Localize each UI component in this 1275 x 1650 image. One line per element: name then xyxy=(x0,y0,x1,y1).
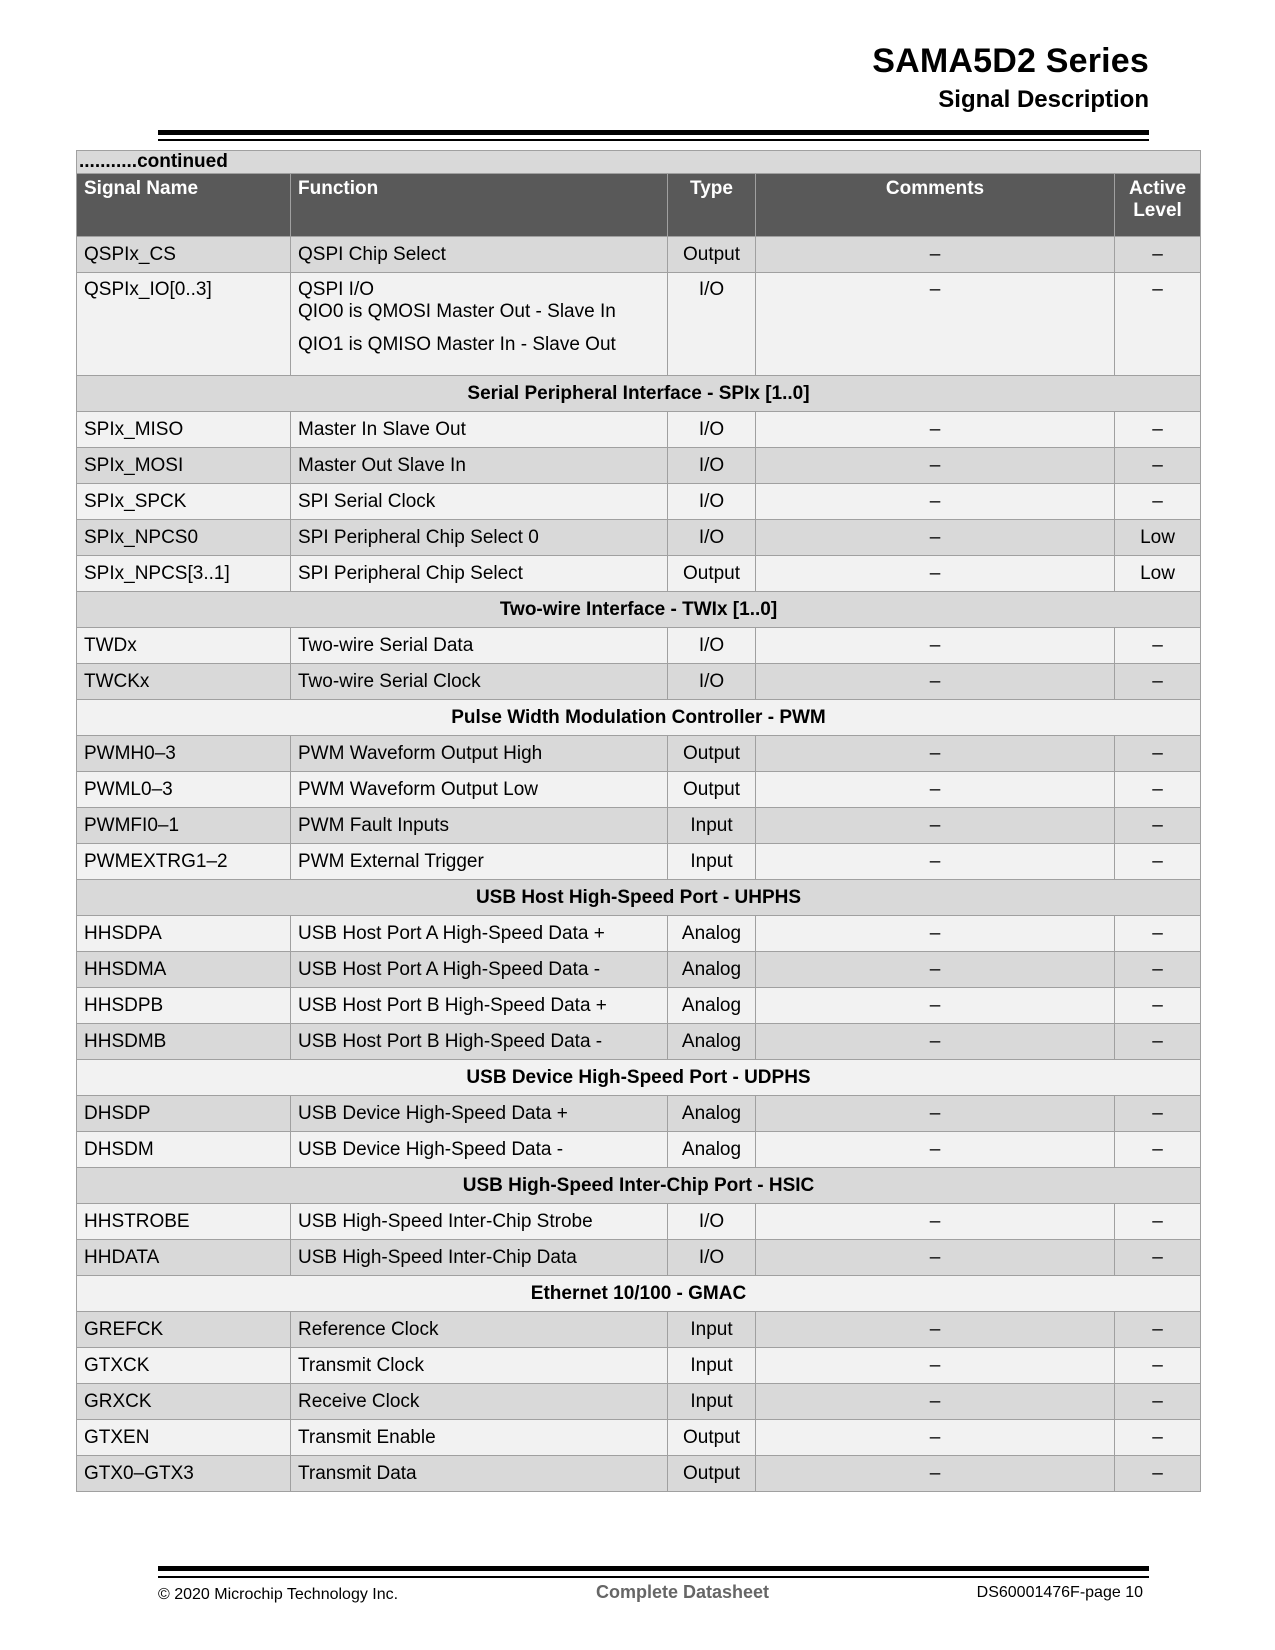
function-cell xyxy=(291,1456,668,1492)
type-cell: Analog xyxy=(668,952,756,988)
function-text: PWM Waveform Output Low xyxy=(298,779,539,800)
comments-cell: – xyxy=(756,1024,1115,1060)
signal-name-cell: PWMH0–3 xyxy=(77,736,291,772)
active-level-cell: – xyxy=(1115,736,1201,772)
type-cell: I/O xyxy=(668,1204,756,1240)
comments-cell: – xyxy=(756,772,1115,808)
header-rule-thin xyxy=(158,139,1149,141)
col-header-type: Type xyxy=(668,174,756,237)
function-text: USB Device High-Speed Data + xyxy=(298,1103,568,1124)
type-cell: I/O xyxy=(668,664,756,700)
comments-cell: – xyxy=(756,1420,1115,1456)
type-cell: Analog xyxy=(668,988,756,1024)
type-cell: Analog xyxy=(668,1096,756,1132)
table-row xyxy=(77,1420,1201,1456)
comments-cell: – xyxy=(756,1384,1115,1420)
function-text: Transmit Data xyxy=(298,1463,417,1484)
signal-description-table xyxy=(76,150,1201,1492)
footer-rule-thick xyxy=(158,1566,1149,1571)
type-cell: Output xyxy=(668,772,756,808)
signal-name-cell: GTXCK xyxy=(77,1348,291,1384)
section-title: Ethernet 10/100 - GMAC xyxy=(77,1276,1201,1312)
active-level-cell: Low xyxy=(1115,556,1201,592)
function-text: PWM Waveform Output High xyxy=(298,743,543,764)
comments-cell: – xyxy=(756,273,1115,376)
type-cell: Analog xyxy=(668,916,756,952)
comments-cell: – xyxy=(756,237,1115,273)
active-level-cell: – xyxy=(1115,988,1201,1024)
section-header-row xyxy=(77,376,1201,412)
table-row xyxy=(77,412,1201,448)
function-cell xyxy=(291,1024,668,1060)
section-title: Serial Peripheral Interface - SPIx [1..0] xyxy=(77,376,1201,412)
function-cell xyxy=(291,520,668,556)
type-cell: I/O xyxy=(668,628,756,664)
type-cell: I/O xyxy=(668,448,756,484)
comments-cell: – xyxy=(756,664,1115,700)
table-row xyxy=(77,1204,1201,1240)
comments-cell: – xyxy=(756,1204,1115,1240)
function-text: USB Host Port B High-Speed Data + xyxy=(298,995,607,1016)
section-header-row xyxy=(77,1168,1201,1204)
active-level-cell: – xyxy=(1115,1096,1201,1132)
comments-cell: – xyxy=(756,916,1115,952)
comments-cell: – xyxy=(756,988,1115,1024)
signal-name-cell: GREFCK xyxy=(77,1312,291,1348)
section-header-row xyxy=(77,1276,1201,1312)
active-level-cell: – xyxy=(1115,484,1201,520)
signal-name-cell: HHSDMA xyxy=(77,952,291,988)
signal-name-cell: PWML0–3 xyxy=(77,772,291,808)
comments-cell: – xyxy=(756,736,1115,772)
type-cell: Output xyxy=(668,556,756,592)
function-text: QIO1 is QMISO Master In - Slave Out xyxy=(298,334,616,355)
active-level-cell: – xyxy=(1115,1420,1201,1456)
signal-name-cell: GTX0–GTX3 xyxy=(77,1456,291,1492)
type-cell: Output xyxy=(668,736,756,772)
function-cell xyxy=(291,988,668,1024)
function-cell xyxy=(291,484,668,520)
function-text: USB Host Port A High-Speed Data + xyxy=(298,923,605,944)
function-text: Master Out Slave In xyxy=(298,455,466,476)
table-row xyxy=(77,448,1201,484)
function-text: Reference Clock xyxy=(298,1319,439,1340)
table-row xyxy=(77,556,1201,592)
function-cell xyxy=(291,1312,668,1348)
type-cell: Output xyxy=(668,1456,756,1492)
section-header-row xyxy=(77,880,1201,916)
function-text: PWM External Trigger xyxy=(298,851,484,872)
active-level-cell: – xyxy=(1115,664,1201,700)
table-row xyxy=(77,1132,1201,1168)
function-cell xyxy=(291,1240,668,1276)
function-cell xyxy=(291,1420,668,1456)
footer-datasheet-label: Complete Datasheet xyxy=(596,1582,770,1602)
function-cell xyxy=(291,412,668,448)
section-title: USB Device High-Speed Port - UDPHS xyxy=(77,1060,1201,1096)
signal-name-cell: HHDATA xyxy=(77,1240,291,1276)
function-text: Transmit Clock xyxy=(298,1355,424,1376)
signal-name-cell: QSPIx_CS xyxy=(77,237,291,273)
active-level-cell: – xyxy=(1115,952,1201,988)
continued-row xyxy=(77,151,1201,174)
section-title: Pulse Width Modulation Controller - PWM xyxy=(77,700,1201,736)
type-cell: Input xyxy=(668,1348,756,1384)
active-level-cell: Low xyxy=(1115,520,1201,556)
active-level-cell: – xyxy=(1115,844,1201,880)
signal-name-cell: SPIx_MISO xyxy=(77,412,291,448)
function-cell xyxy=(291,736,668,772)
table-row xyxy=(77,520,1201,556)
col-header-comments: Comments xyxy=(756,174,1115,237)
signal-name-cell: PWMFI0–1 xyxy=(77,808,291,844)
function-text: USB High-Speed Inter-Chip Data xyxy=(298,1247,577,1268)
function-cell xyxy=(291,916,668,952)
type-cell: I/O xyxy=(668,484,756,520)
col-header-signal-name: Signal Name xyxy=(77,174,291,237)
signal-name-cell: PWMEXTRG1–2 xyxy=(77,844,291,880)
function-text: Two-wire Serial Clock xyxy=(298,671,481,692)
function-text: SPI Peripheral Chip Select 0 xyxy=(298,527,539,548)
active-level-cell: – xyxy=(1115,1384,1201,1420)
signal-name-cell: HHSDMB xyxy=(77,1024,291,1060)
signal-name-cell: DHSDM xyxy=(77,1132,291,1168)
signal-name-cell: GTXEN xyxy=(77,1420,291,1456)
footer-rule-thin xyxy=(158,1576,1149,1578)
document-title: SAMA5D2 Series xyxy=(872,42,1149,80)
table-row xyxy=(77,1096,1201,1132)
comments-cell: – xyxy=(756,1096,1115,1132)
table-row xyxy=(77,237,1201,273)
section-title: USB High-Speed Inter-Chip Port - HSIC xyxy=(77,1168,1201,1204)
table-body xyxy=(77,237,1201,1492)
table-row xyxy=(77,952,1201,988)
section-header-row xyxy=(77,592,1201,628)
active-level-cell: – xyxy=(1115,1240,1201,1276)
active-level-cell: – xyxy=(1115,916,1201,952)
active-level-cell: – xyxy=(1115,1348,1201,1384)
function-cell xyxy=(291,1132,668,1168)
section-title: Two-wire Interface - TWIx [1..0] xyxy=(77,592,1201,628)
signal-name-cell: HHSDPB xyxy=(77,988,291,1024)
function-text: QSPI Chip Select xyxy=(298,244,446,265)
comments-cell: – xyxy=(756,808,1115,844)
type-cell: Input xyxy=(668,844,756,880)
function-cell xyxy=(291,273,668,376)
table-row xyxy=(77,808,1201,844)
active-level-cell: – xyxy=(1115,237,1201,273)
table-row xyxy=(77,916,1201,952)
table-row xyxy=(77,1384,1201,1420)
signal-name-cell: TWDx xyxy=(77,628,291,664)
type-cell: I/O xyxy=(668,412,756,448)
function-cell xyxy=(291,1204,668,1240)
comments-cell: – xyxy=(756,484,1115,520)
signal-name-cell: DHSDP xyxy=(77,1096,291,1132)
table-row xyxy=(77,273,1201,376)
function-text: SPI Peripheral Chip Select xyxy=(298,563,523,584)
section-header-row xyxy=(77,1060,1201,1096)
comments-cell: – xyxy=(756,628,1115,664)
type-cell: I/O xyxy=(668,520,756,556)
section-header-row xyxy=(77,700,1201,736)
comments-cell: – xyxy=(756,952,1115,988)
section-subtitle: Signal Description xyxy=(938,86,1149,113)
comments-cell: – xyxy=(756,556,1115,592)
function-cell xyxy=(291,808,668,844)
signal-name-cell: SPIx_NPCS[3..1] xyxy=(77,556,291,592)
active-level-cell: – xyxy=(1115,273,1201,376)
comments-cell: – xyxy=(756,1348,1115,1384)
signal-name-cell: HHSDPA xyxy=(77,916,291,952)
function-cell xyxy=(291,844,668,880)
function-text: QSPI I/O xyxy=(298,279,375,300)
signal-name-cell: GRXCK xyxy=(77,1384,291,1420)
type-cell: I/O xyxy=(668,273,756,376)
function-text: Transmit Enable xyxy=(298,1427,436,1448)
function-cell xyxy=(291,772,668,808)
active-level-cell: – xyxy=(1115,448,1201,484)
function-cell xyxy=(291,556,668,592)
active-level-cell: – xyxy=(1115,1312,1201,1348)
function-text: QIO0 is QMOSI Master Out - Slave In xyxy=(298,301,616,322)
active-level-cell: – xyxy=(1115,628,1201,664)
function-cell xyxy=(291,952,668,988)
table-row xyxy=(77,1312,1201,1348)
type-cell: Analog xyxy=(668,1132,756,1168)
active-level-cell: – xyxy=(1115,1024,1201,1060)
function-text: Master In Slave Out xyxy=(298,419,466,440)
active-level-cell: – xyxy=(1115,808,1201,844)
comments-cell: – xyxy=(756,1312,1115,1348)
type-cell: Input xyxy=(668,808,756,844)
function-cell xyxy=(291,1348,668,1384)
active-level-cell: – xyxy=(1115,412,1201,448)
function-text: USB Device High-Speed Data - xyxy=(298,1139,564,1160)
function-text: SPI Serial Clock xyxy=(298,491,436,512)
function-text: Two-wire Serial Data xyxy=(298,635,474,656)
table-row xyxy=(77,484,1201,520)
signal-name-cell: QSPIx_IO[0..3] xyxy=(77,273,291,376)
type-cell: Input xyxy=(668,1384,756,1420)
footer-page-number: DS60001476F-page 10 xyxy=(976,1584,1143,1601)
table-row xyxy=(77,1348,1201,1384)
header-rule-thick xyxy=(158,130,1149,135)
signal-name-cell: SPIx_MOSI xyxy=(77,448,291,484)
type-cell: Input xyxy=(668,1312,756,1348)
signal-name-cell: SPIx_NPCS0 xyxy=(77,520,291,556)
function-cell xyxy=(291,448,668,484)
table-row xyxy=(77,772,1201,808)
table-row xyxy=(77,1240,1201,1276)
function-text: Receive Clock xyxy=(298,1391,420,1412)
function-cell xyxy=(291,237,668,273)
col-header-function: Function xyxy=(291,174,668,237)
function-cell xyxy=(291,628,668,664)
table-row xyxy=(77,844,1201,880)
table-row xyxy=(77,1024,1201,1060)
continued-label: ...........continued xyxy=(77,151,1201,174)
function-text: PWM Fault Inputs xyxy=(298,815,449,836)
function-text: USB High-Speed Inter-Chip Strobe xyxy=(298,1211,593,1232)
function-text: USB Host Port A High-Speed Data - xyxy=(298,959,601,980)
function-cell xyxy=(291,1384,668,1420)
comments-cell: – xyxy=(756,448,1115,484)
comments-cell: – xyxy=(756,520,1115,556)
table-row xyxy=(77,628,1201,664)
col-header-active-level: Active Level xyxy=(1115,174,1201,237)
table-row xyxy=(77,664,1201,700)
comments-cell: – xyxy=(756,1456,1115,1492)
signal-name-cell: HHSTROBE xyxy=(77,1204,291,1240)
table-row xyxy=(77,736,1201,772)
table-row xyxy=(77,1456,1201,1492)
function-cell xyxy=(291,1096,668,1132)
active-level-cell: – xyxy=(1115,1132,1201,1168)
active-level-cell: – xyxy=(1115,1456,1201,1492)
type-cell: Output xyxy=(668,237,756,273)
active-level-cell: – xyxy=(1115,772,1201,808)
signal-name-cell: TWCKx xyxy=(77,664,291,700)
table-row xyxy=(77,988,1201,1024)
table-header-row xyxy=(77,174,1201,237)
comments-cell: – xyxy=(756,844,1115,880)
comments-cell: – xyxy=(756,412,1115,448)
section-title: USB Host High-Speed Port - UHPHS xyxy=(77,880,1201,916)
comments-cell: – xyxy=(756,1240,1115,1276)
type-cell: Analog xyxy=(668,1024,756,1060)
signal-name-cell: SPIx_SPCK xyxy=(77,484,291,520)
type-cell: Output xyxy=(668,1420,756,1456)
function-text: USB Host Port B High-Speed Data - xyxy=(298,1031,603,1052)
comments-cell: – xyxy=(756,1132,1115,1168)
function-cell xyxy=(291,664,668,700)
active-level-cell: – xyxy=(1115,1204,1201,1240)
footer-copyright: © 2020 Microchip Technology Inc. xyxy=(158,1586,399,1603)
type-cell: I/O xyxy=(668,1240,756,1276)
